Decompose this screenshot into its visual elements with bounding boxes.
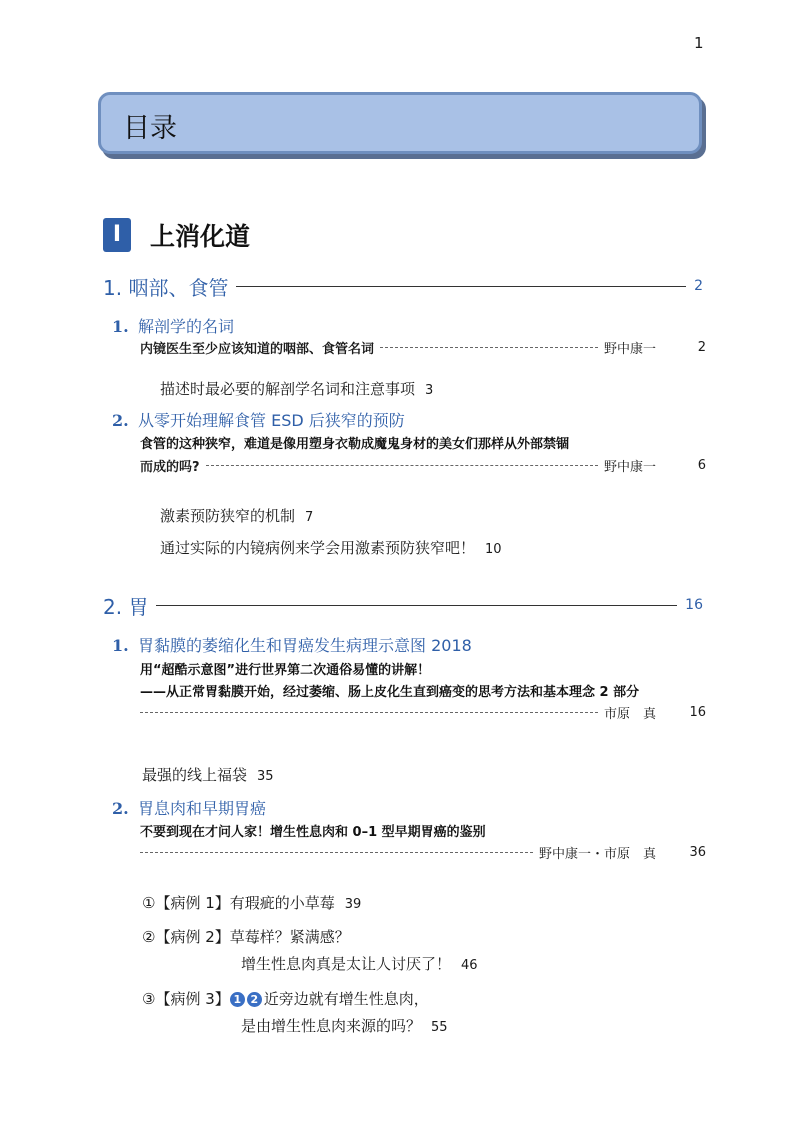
toc-entry[interactable]	[160, 537, 502, 558]
case-text: 近旁边就有增生性息肉，	[263, 990, 429, 1008]
leader-dashes	[380, 347, 598, 348]
case-text: 增生性息肉真是太让人讨厌了！	[241, 955, 452, 973]
section-page: 16	[685, 597, 703, 613]
entry-text: 最强的线上福袋	[142, 766, 248, 784]
author: 野中康一・市原 真	[538, 846, 656, 862]
toc-subtitle-row[interactable]	[140, 843, 706, 861]
item-subtitle: 内镜医生至少应该知道的咽部、食管名词	[140, 341, 375, 357]
case-entry[interactable]	[142, 926, 350, 947]
toc-item-title[interactable]	[112, 314, 234, 337]
item-page: 36	[689, 844, 706, 860]
toc-item-title[interactable]	[112, 796, 266, 819]
case-text: 是由增生性息肉来源的吗？	[241, 1017, 422, 1035]
toc-item-title[interactable]	[112, 408, 405, 431]
entry-page: 3	[425, 383, 434, 398]
case-text: 有瑕疵的小草莓	[229, 894, 335, 912]
case-mark: ③	[142, 990, 156, 1008]
toc-title: 目录	[123, 113, 177, 144]
number-bullet-icon: 1	[230, 992, 245, 1007]
case-page: 46	[461, 958, 478, 973]
item-subtitle: 而成的吗?	[140, 459, 200, 475]
author: 野中康一	[603, 341, 656, 357]
case-mark: ①	[142, 894, 156, 912]
leader-dashes	[140, 712, 598, 713]
item-subtitle: 不要到现在才问人家！增生性息肉和 0–1 型早期胃癌的鉴别	[140, 825, 486, 840]
toc-subtitle-row[interactable]	[140, 703, 706, 721]
case-page: 55	[431, 1020, 448, 1035]
section-title: 2. 胃	[103, 594, 149, 619]
case-page: 39	[344, 897, 362, 912]
case-mark: ②	[142, 928, 156, 946]
page-number: 1	[694, 34, 704, 52]
section-title: 1. 咽部、食管	[103, 275, 229, 300]
item-page: 6	[697, 457, 706, 473]
item-number: 2.	[112, 799, 129, 818]
case-label: 【病例 3】	[155, 990, 230, 1008]
toc-entry[interactable]	[160, 378, 433, 399]
entry-page: 10	[485, 542, 502, 557]
case-label: 【病例 1】	[155, 894, 230, 912]
item-title-text: 胃黏膜的萎缩化生和胃癌发生病理示意图 2018	[138, 636, 472, 655]
item-number: 1.	[112, 317, 129, 336]
case-entry-continued[interactable]	[241, 1015, 448, 1036]
section-heading[interactable]	[103, 272, 703, 300]
entry-page: 35	[257, 769, 274, 784]
toc-subtitle-row[interactable]	[140, 338, 706, 356]
item-number: 1.	[112, 636, 129, 655]
toc-subtitle-row[interactable]	[140, 456, 706, 474]
case-text: 草莓样？紧满感？	[229, 928, 350, 946]
case-label: 【病例 2】	[155, 928, 230, 946]
number-bullet-icon: 2	[247, 992, 262, 1007]
part-badge: I	[103, 218, 131, 252]
item-title-text: 胃息肉和早期胃癌	[138, 799, 267, 818]
section-heading[interactable]	[103, 591, 703, 619]
entry-text: 描述时最必要的解剖学名词和注意事项	[160, 380, 416, 398]
section-page: 2	[694, 278, 703, 294]
leader-dashes	[206, 465, 598, 466]
case-entry[interactable]	[142, 988, 429, 1009]
toc-item-title[interactable]	[112, 633, 472, 656]
entry-page: 7	[305, 510, 314, 525]
author: 野中康一	[603, 459, 656, 475]
item-subtitle: 食管的这种狭窄，难道是像用塑身衣勒成魔鬼身材的美女们那样从外部禁锢	[140, 437, 570, 452]
item-page: 16	[689, 704, 706, 720]
toc-banner	[98, 92, 702, 154]
item-subtitle: 用“超酷示意图”进行世界第二次通俗易懂的讲解！	[140, 663, 431, 678]
item-number: 2.	[112, 411, 129, 430]
leader-dashes	[140, 852, 533, 853]
toc-entry[interactable]	[160, 505, 313, 526]
toc-entry[interactable]	[142, 764, 274, 785]
entry-text: 通过实际的内镜病例来学会用激素预防狭窄吧！	[160, 539, 476, 557]
leader-line	[156, 605, 677, 606]
author: 市原 真	[603, 706, 656, 722]
case-entry-continued[interactable]	[241, 953, 478, 974]
item-page: 2	[697, 339, 706, 355]
item-title-text: 从零开始理解食管 ESD 后狭窄的预防	[138, 411, 405, 430]
entry-text: 激素预防狭窄的机制	[160, 507, 296, 525]
item-subtitle: ——从正常胃黏膜开始，经过萎缩、肠上皮化生直到癌变的思考方法和基本理念 2 部分	[140, 685, 640, 700]
leader-line	[236, 286, 686, 287]
part-title: 上消化道	[150, 222, 251, 251]
case-entry[interactable]	[142, 892, 361, 913]
item-title-text: 解剖学的名词	[138, 317, 235, 336]
